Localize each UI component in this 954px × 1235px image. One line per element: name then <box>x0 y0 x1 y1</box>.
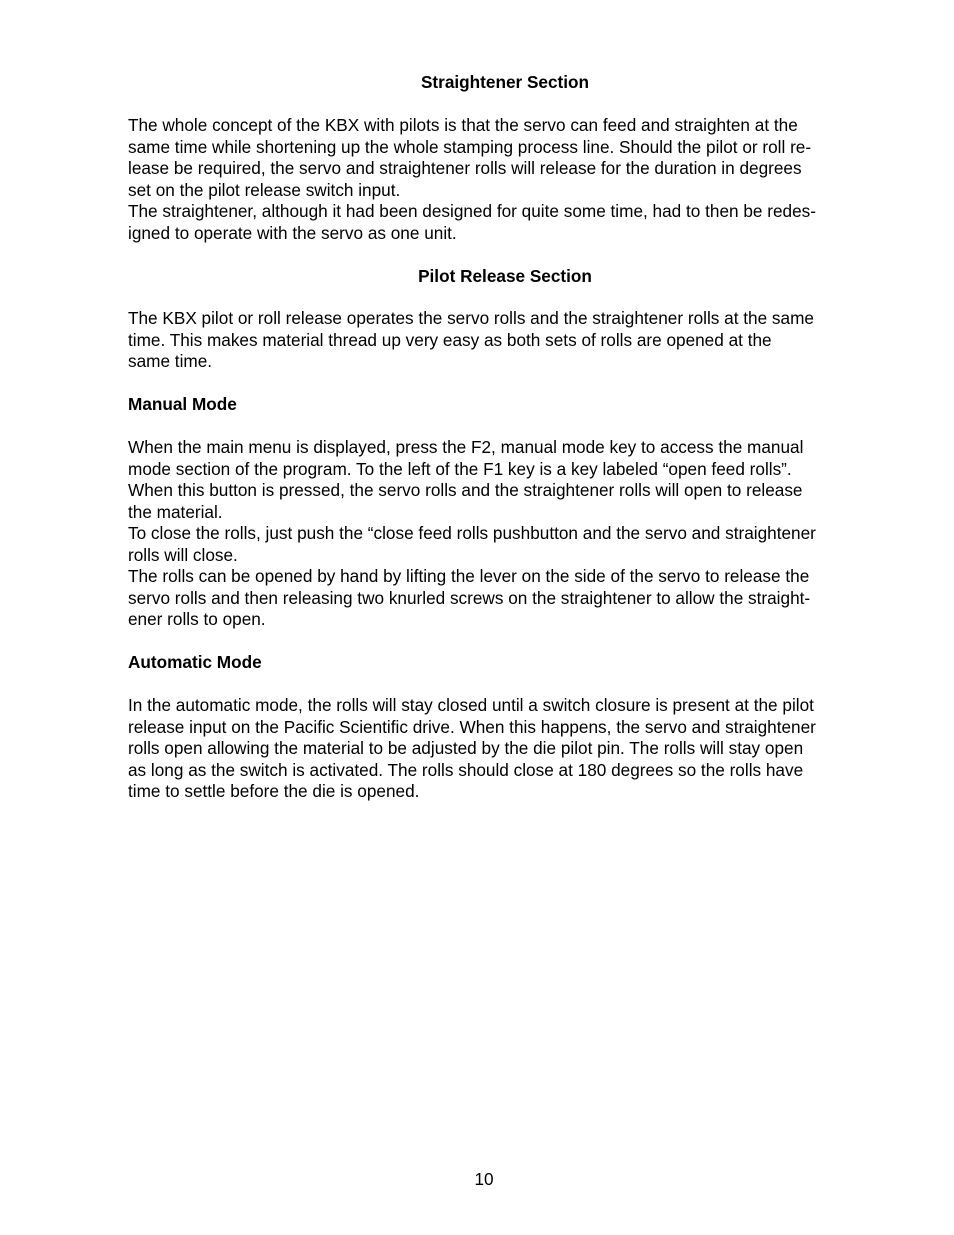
paragraph-line: The straightener, although it had been designed for quite some time, had to then be redes- <box>128 201 816 221</box>
paragraph-line: igned to operate with the servo as one unit. <box>128 222 457 243</box>
paragraph-line: The rolls can be opened by hand by lifting the lever on the side of the servo to release the <box>128 566 810 586</box>
paragraph-line: the material. <box>128 501 223 522</box>
manual-mode-heading: Manual Mode <box>128 394 237 414</box>
paragraph-line: When this button is pressed, the servo rolls and the straightener rolls will open to release <box>128 480 803 500</box>
automatic-mode-paragraph <box>128 695 888 803</box>
paragraph-line: set on the pilot release switch input. <box>128 179 401 200</box>
paragraph-line: mode section of the program. To the left of the F1 key is a key labeled “open feed rolls”. <box>128 458 792 479</box>
automatic-mode-heading: Automatic Mode <box>128 652 262 672</box>
paragraph-line: In the automatic mode, the rolls will stay closed until a switch closure is present at the pilot <box>128 695 814 715</box>
paragraph-line: same time. <box>128 351 213 371</box>
paragraph-line: time. This makes material thread up very easy as both sets of rolls are opened at the <box>128 329 772 350</box>
manual-mode-paragraph <box>128 437 888 631</box>
straightener-section-heading: Straightener Section <box>420 72 590 92</box>
paragraph-line: release input on the Pacific Scientific drive. When this happens, the servo and straightener <box>128 716 816 737</box>
paragraph-line: same time while shortening up the whole stamping process line. Should the pilot or roll re- <box>128 136 812 157</box>
paragraph-line: lease be required, the servo and straightener rolls will release for the duration in degrees <box>128 158 802 178</box>
pilot-release-section-heading: Pilot Release Section <box>418 266 592 286</box>
paragraph-line: ener rolls to open. <box>128 609 266 629</box>
paragraph-line: When the main menu is displayed, press the F2, manual mode key to access the manual <box>128 437 804 457</box>
paragraph-line: The KBX pilot or roll release operates the servo rolls and the straightener rolls at the same <box>128 308 814 328</box>
paragraph-line: as long as the switch is activated. The rolls should close at 180 degrees so the rolls have <box>128 759 804 780</box>
paragraph-line: rolls open allowing the material to be adjusted by the die pilot pin. The rolls will stay open <box>128 738 804 758</box>
straightener-section-paragraph <box>128 115 888 244</box>
paragraph-line: rolls will close. <box>128 544 238 565</box>
paragraph-line: time to settle before the die is opened. <box>128 781 420 801</box>
paragraph-line: The whole concept of the KBX with pilots is that the servo can feed and straighten at the <box>128 115 798 135</box>
paragraph-line: To close the rolls, just push the “close feed rolls pushbutton and the servo and straightener <box>128 523 816 543</box>
paragraph-line: servo rolls and then releasing two knurled screws on the straightener to allow the straight- <box>128 587 811 608</box>
pilot-release-section-paragraph <box>128 308 888 373</box>
page-number: 10 <box>474 1169 494 1189</box>
